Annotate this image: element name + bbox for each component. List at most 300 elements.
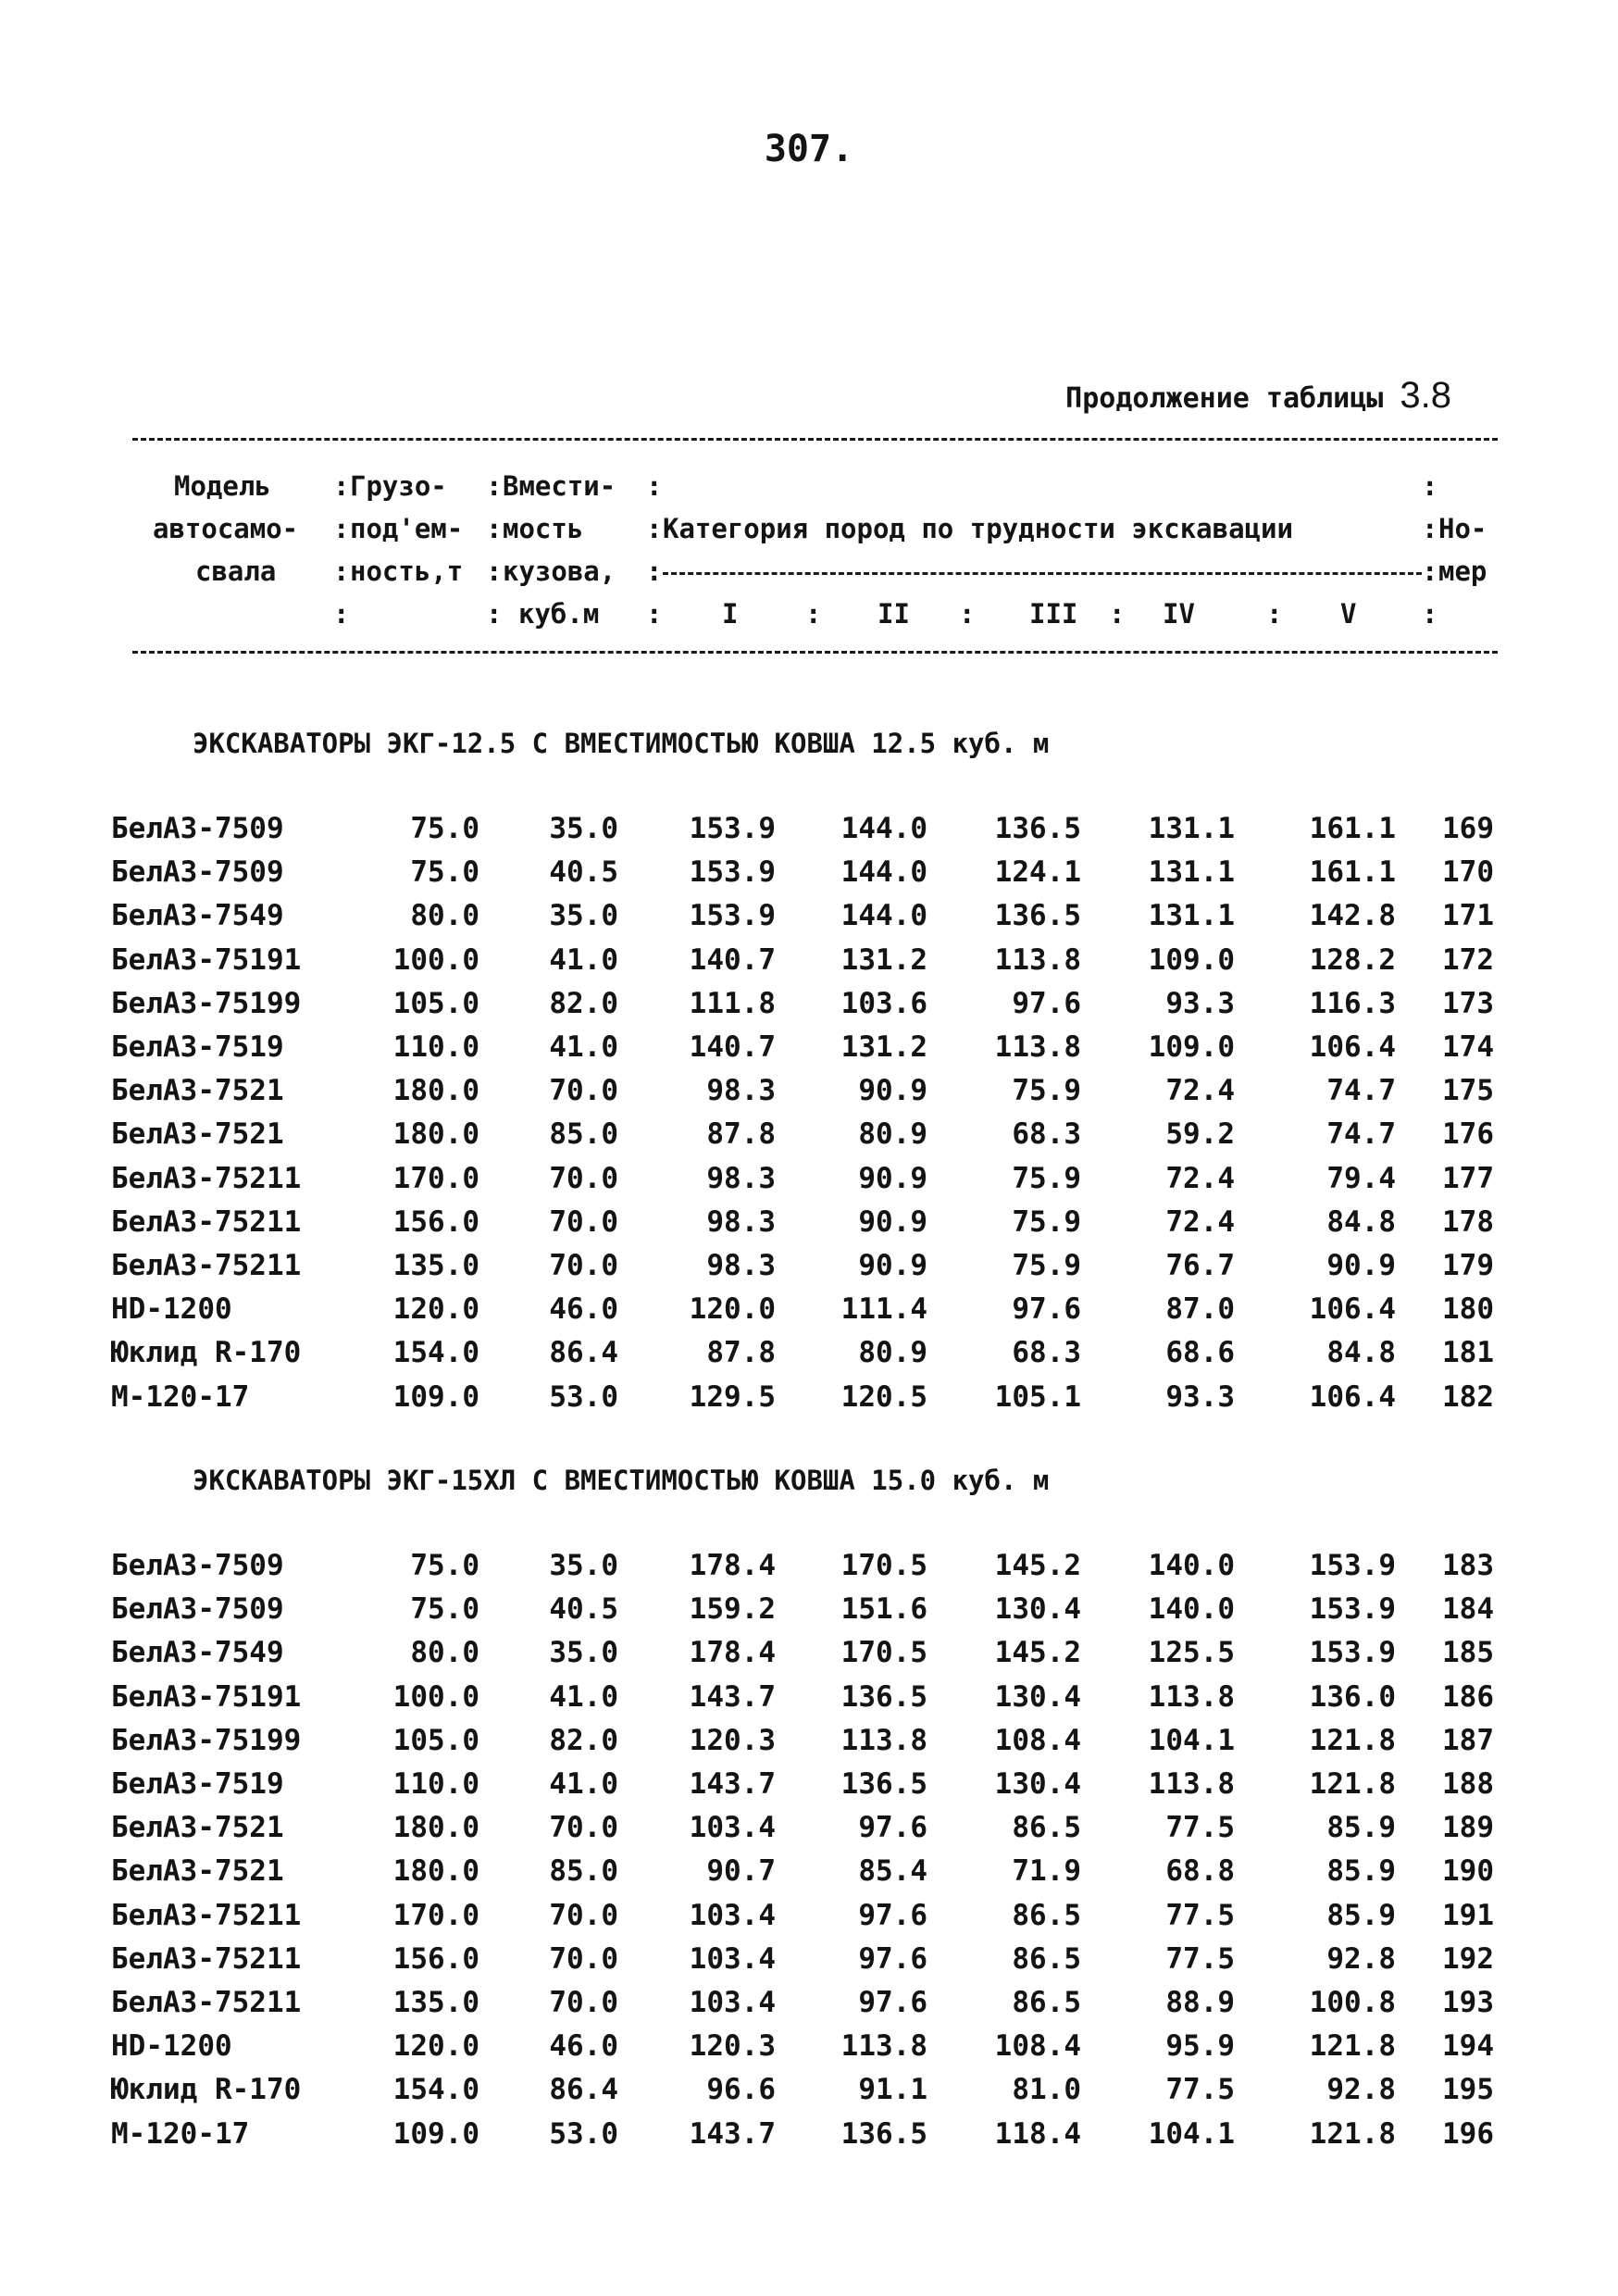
category-ii-cell: 85.4: [858, 1854, 927, 1889]
category-ii-cell: 144.0: [840, 855, 927, 890]
header-separator: :: [486, 555, 503, 587]
volume-cell: 70.0: [549, 1986, 618, 2019]
model-cell: БелАЗ-7509: [111, 812, 284, 845]
capacity-cell: 100.0: [392, 1679, 479, 1714]
category-ii-cell: 90.9: [858, 1074, 927, 1108]
model-cell: БелАЗ-75211: [111, 1986, 302, 2019]
volume-cell: 46.0: [549, 2029, 618, 2064]
model-cell: БелАЗ-7521: [111, 1854, 284, 1889]
category-i-cell: 87.8: [706, 1117, 776, 1152]
capacity-cell: 154.0: [392, 2073, 479, 2107]
table-row: [0, 1069, 1618, 1113]
capacity-cell: 156.0: [392, 1204, 479, 1239]
category-iv-cell: 104.1: [1148, 2116, 1235, 2151]
header-category-iii: III: [1029, 598, 1078, 630]
volume-cell: 41.0: [549, 1679, 618, 1714]
category-iii-cell: 68.3: [1012, 1117, 1081, 1152]
volume-cell: 35.0: [549, 1636, 618, 1670]
model-cell: М-120-17: [111, 2116, 250, 2151]
volume-cell: 35.0: [549, 1549, 618, 1582]
table-row: [0, 1676, 1618, 1719]
table-row: [0, 982, 1618, 1026]
volume-cell: 70.0: [549, 1161, 618, 1195]
category-iii-cell: 136.5: [994, 812, 1081, 845]
category-v-cell: 161.1: [1309, 855, 1396, 890]
category-i-cell: 98.3: [706, 1204, 776, 1239]
model-cell: БелАЗ-7549: [111, 899, 284, 933]
header-model-line-2: автосамо-: [153, 513, 299, 544]
category-ii-cell: 170.5: [840, 1549, 927, 1582]
category-i-cell: 87.8: [706, 1336, 776, 1370]
category-iii-cell: 124.1: [994, 855, 1081, 890]
capacity-cell: 154.0: [392, 1336, 479, 1370]
volume-cell: 86.4: [549, 1336, 618, 1370]
volume-cell: 41.0: [549, 1030, 618, 1064]
category-v-cell: 85.9: [1326, 1811, 1396, 1845]
category-iv-cell: 77.5: [1165, 1898, 1235, 1932]
header-separator: :: [486, 513, 503, 544]
category-v-cell: 121.8: [1309, 2029, 1396, 2064]
category-ii-cell: 80.9: [858, 1117, 927, 1152]
category-v-cell: 128.2: [1309, 942, 1396, 977]
category-iii-cell: 86.5: [1012, 1811, 1081, 1845]
row-number-cell: 176: [1442, 1117, 1494, 1152]
category-iv-cell: 140.0: [1148, 1592, 1235, 1627]
category-ii-cell: 80.9: [858, 1336, 927, 1370]
category-iv-cell: 109.0: [1148, 1030, 1235, 1064]
category-iii-cell: 97.6: [1012, 986, 1081, 1020]
header-separator: :: [1109, 598, 1126, 630]
category-ii-cell: 131.2: [840, 942, 927, 977]
header-top-rule: [132, 438, 1498, 441]
capacity-cell: 180.0: [392, 1854, 479, 1889]
header-category-title: Категория пород по трудности экскавации: [663, 513, 1293, 544]
row-number-cell: 175: [1442, 1074, 1494, 1108]
model-cell: БелАЗ-7521: [111, 1811, 284, 1845]
category-i-cell: 140.7: [689, 942, 776, 977]
category-i-cell: 129.5: [689, 1379, 776, 1414]
table-row: [0, 1201, 1618, 1244]
category-ii-cell: 90.9: [858, 1204, 927, 1239]
row-number-cell: 192: [1442, 1941, 1494, 1976]
category-iii-cell: 113.8: [994, 942, 1081, 977]
header-separator: :: [646, 470, 663, 502]
category-v-cell: 106.4: [1309, 1030, 1396, 1064]
table-row: [0, 1376, 1618, 1419]
row-number-cell: 191: [1442, 1898, 1494, 1932]
capacity-cell: 109.0: [392, 1379, 479, 1414]
capacity-cell: 170.0: [392, 1161, 479, 1195]
category-i-cell: 103.4: [689, 1898, 776, 1932]
capacity-cell: 110.0: [392, 1030, 479, 1064]
section-title: ЭКСКАВАТОРЫ ЭКГ-12.5 С ВМЕСТИМОСТЬЮ КОВША 12.5 куб. м: [193, 728, 1050, 759]
category-ii-cell: 151.6: [840, 1592, 927, 1627]
table-caption: [1065, 375, 1451, 417]
row-number-cell: 181: [1442, 1336, 1494, 1370]
header-model-line-1: Модель: [174, 470, 271, 502]
model-cell: БелАЗ-75211: [111, 1941, 302, 1976]
category-iii-cell: 71.9: [1012, 1854, 1081, 1889]
category-i-cell: 178.4: [689, 1549, 776, 1582]
header-number-line-2: мер: [1438, 555, 1487, 587]
volume-cell: 41.0: [549, 1767, 618, 1801]
category-v-cell: 153.9: [1309, 1636, 1396, 1670]
row-number-cell: 172: [1442, 942, 1494, 977]
category-iv-cell: 113.8: [1148, 1767, 1235, 1801]
category-ii-cell: 144.0: [840, 812, 927, 845]
category-i-cell: 153.9: [689, 812, 776, 845]
model-cell: БелАЗ-7509: [111, 1549, 284, 1582]
row-number-cell: 187: [1442, 1723, 1494, 1757]
category-iii-cell: 86.5: [1012, 1986, 1081, 2019]
row-number-cell: 180: [1442, 1292, 1494, 1327]
model-cell: HD-1200: [111, 1292, 232, 1327]
capacity-cell: 100.0: [392, 942, 479, 977]
category-i-cell: 111.8: [689, 986, 776, 1020]
row-number-cell: 170: [1442, 855, 1494, 890]
model-cell: Юклид R-170: [111, 2073, 302, 2107]
row-number-cell: 186: [1442, 1679, 1494, 1714]
model-cell: БелАЗ-75199: [111, 986, 302, 1020]
table-row: [0, 1938, 1618, 1981]
category-i-cell: 140.7: [689, 1030, 776, 1064]
model-cell: БелАЗ-7509: [111, 855, 284, 890]
model-cell: БелАЗ-75211: [111, 1249, 302, 1282]
table-row: [0, 1544, 1618, 1588]
model-cell: БелАЗ-7519: [111, 1767, 284, 1801]
header-separator: :: [333, 598, 350, 630]
row-number-cell: 183: [1442, 1549, 1494, 1582]
category-iv-cell: 68.8: [1165, 1854, 1235, 1889]
model-cell: БелАЗ-75211: [111, 1898, 302, 1932]
table-caption-number: 3.8: [1400, 375, 1451, 416]
header-volume-line-1: Вмести-: [503, 470, 616, 502]
header-separator: :: [646, 555, 663, 587]
category-iv-cell: 93.3: [1165, 1379, 1235, 1414]
header-capacity-line-2: под'ем-: [350, 513, 464, 544]
category-i-cell: 98.3: [706, 1074, 776, 1108]
table-row: [0, 1850, 1618, 1893]
model-cell: БелАЗ-7519: [111, 1030, 284, 1064]
category-v-cell: 136.0: [1309, 1679, 1396, 1714]
capacity-cell: 80.0: [410, 1636, 479, 1670]
category-ii-cell: 144.0: [840, 899, 927, 933]
model-cell: HD-1200: [111, 2029, 232, 2064]
model-cell: БелАЗ-75191: [111, 942, 302, 977]
category-ii-cell: 113.8: [840, 2029, 927, 2064]
category-ii-cell: 97.6: [858, 1898, 927, 1932]
category-iii-cell: 145.2: [994, 1636, 1081, 1670]
header-separator: :: [333, 555, 350, 587]
section-title: ЭКСКАВАТОРЫ ЭКГ-15ХЛ С ВМЕСТИМОСТЬЮ КОВША 15.0 куб. м: [193, 1465, 1050, 1496]
category-v-cell: 85.9: [1326, 1854, 1396, 1889]
volume-cell: 70.0: [549, 1204, 618, 1239]
category-ii-cell: 97.6: [858, 1941, 927, 1976]
row-number-cell: 173: [1442, 986, 1494, 1020]
header-separator: :: [1266, 598, 1283, 630]
header-capacity-line-1: Грузо-: [350, 470, 447, 502]
table-row: [0, 1588, 1618, 1631]
table-row: [0, 1026, 1618, 1069]
category-v-cell: 79.4: [1326, 1161, 1396, 1195]
category-iii-cell: 97.6: [1012, 1292, 1081, 1327]
table-row: [0, 1113, 1618, 1156]
volume-cell: 86.4: [549, 2073, 618, 2107]
table-row: [0, 1157, 1618, 1201]
table-row: [0, 1894, 1618, 1938]
category-iv-cell: 95.9: [1165, 2029, 1235, 2064]
table-caption-text: Продолжение таблицы: [1065, 382, 1384, 415]
category-iii-cell: 75.9: [1012, 1074, 1081, 1108]
row-number-cell: 194: [1442, 2029, 1494, 2064]
table-row: [0, 1244, 1618, 1288]
capacity-cell: 75.0: [410, 812, 479, 845]
category-i-cell: 120.3: [689, 1723, 776, 1757]
capacity-cell: 109.0: [392, 2116, 479, 2151]
category-i-cell: 159.2: [689, 1592, 776, 1627]
volume-cell: 40.5: [549, 1592, 618, 1627]
volume-cell: 70.0: [549, 1249, 618, 1282]
table-row: [0, 1288, 1618, 1331]
table-row: [0, 851, 1618, 894]
capacity-cell: 120.0: [392, 2029, 479, 2064]
volume-cell: 82.0: [549, 1723, 618, 1757]
row-number-cell: 185: [1442, 1636, 1494, 1670]
volume-cell: 70.0: [549, 1074, 618, 1108]
category-iv-cell: 113.8: [1148, 1679, 1235, 1714]
model-cell: М-120-17: [111, 1379, 250, 1414]
table-row: [0, 1981, 1618, 2025]
category-i-cell: 90.7: [706, 1854, 776, 1889]
header-category-rule: [663, 572, 1422, 575]
category-i-cell: 98.3: [706, 1249, 776, 1282]
category-ii-cell: 97.6: [858, 1986, 927, 2019]
header-separator: :: [1422, 470, 1438, 502]
category-ii-cell: 113.8: [840, 1723, 927, 1757]
category-i-cell: 143.7: [689, 1767, 776, 1801]
category-iii-cell: 118.4: [994, 2116, 1081, 2151]
category-iii-cell: 105.1: [994, 1379, 1081, 1414]
table-row: [0, 1331, 1618, 1375]
model-cell: Юклид R-170: [111, 1336, 302, 1370]
row-number-cell: 188: [1442, 1767, 1494, 1801]
header-volume-line-2: мость: [503, 513, 584, 544]
category-iv-cell: 68.6: [1165, 1336, 1235, 1370]
table-row: [0, 2113, 1618, 2156]
category-v-cell: 121.8: [1309, 1723, 1396, 1757]
capacity-cell: 170.0: [392, 1898, 479, 1932]
category-iv-cell: 77.5: [1165, 1811, 1235, 1845]
volume-cell: 41.0: [549, 942, 618, 977]
category-v-cell: 121.8: [1309, 2116, 1396, 2151]
capacity-cell: 75.0: [410, 1549, 479, 1582]
category-ii-cell: 131.2: [840, 1030, 927, 1064]
category-v-cell: 153.9: [1309, 1592, 1396, 1627]
capacity-cell: 80.0: [410, 899, 479, 933]
capacity-cell: 180.0: [392, 1117, 479, 1152]
category-v-cell: 106.4: [1309, 1379, 1396, 1414]
header-separator: :: [646, 598, 663, 630]
category-iv-cell: 131.1: [1148, 812, 1235, 845]
category-iii-cell: 130.4: [994, 1767, 1081, 1801]
capacity-cell: 75.0: [410, 855, 479, 890]
category-v-cell: 90.9: [1326, 1249, 1396, 1282]
header-separator: :: [1422, 513, 1438, 544]
category-i-cell: 153.9: [689, 855, 776, 890]
row-number-cell: 174: [1442, 1030, 1494, 1064]
model-cell: БелАЗ-75199: [111, 1723, 302, 1757]
category-i-cell: 103.4: [689, 1941, 776, 1976]
table-row: [0, 1763, 1618, 1806]
category-i-cell: 143.7: [689, 1679, 776, 1714]
capacity-cell: 135.0: [392, 1986, 479, 2019]
category-iv-cell: 125.5: [1148, 1636, 1235, 1670]
row-number-cell: 196: [1442, 2116, 1494, 2151]
category-v-cell: 74.7: [1326, 1074, 1396, 1108]
header-separator: :: [959, 598, 976, 630]
category-v-cell: 116.3: [1309, 986, 1396, 1020]
category-iv-cell: 104.1: [1148, 1723, 1235, 1757]
header-number-line-1: Но-: [1438, 513, 1487, 544]
header-separator: :: [805, 598, 822, 630]
category-v-cell: 85.9: [1326, 1898, 1396, 1932]
category-iii-cell: 86.5: [1012, 1898, 1081, 1932]
header-separator: :: [333, 470, 350, 502]
category-i-cell: 178.4: [689, 1636, 776, 1670]
category-v-cell: 142.8: [1309, 899, 1396, 933]
table-row: [0, 939, 1618, 982]
volume-cell: 70.0: [549, 1941, 618, 1976]
category-iv-cell: 59.2: [1165, 1117, 1235, 1152]
category-v-cell: 84.8: [1326, 1336, 1396, 1370]
row-number-cell: 169: [1442, 812, 1494, 845]
row-number-cell: 195: [1442, 2073, 1494, 2107]
category-iii-cell: 75.9: [1012, 1204, 1081, 1239]
category-i-cell: 120.3: [689, 2029, 776, 2064]
row-number-cell: 171: [1442, 899, 1494, 933]
row-number-cell: 179: [1442, 1249, 1494, 1282]
volume-cell: 85.0: [549, 1854, 618, 1889]
category-iii-cell: 130.4: [994, 1679, 1081, 1714]
category-i-cell: 98.3: [706, 1161, 776, 1195]
header-category-i: I: [722, 598, 739, 630]
row-number-cell: 190: [1442, 1854, 1494, 1889]
header-separator: :: [486, 470, 503, 502]
row-number-cell: 193: [1442, 1986, 1494, 2019]
category-ii-cell: 103.6: [840, 986, 927, 1020]
row-number-cell: 184: [1442, 1592, 1494, 1627]
model-cell: БелАЗ-7521: [111, 1074, 284, 1108]
header-volume-line-4: куб.м: [518, 598, 600, 630]
category-iv-cell: 131.1: [1148, 899, 1235, 933]
category-v-cell: 121.8: [1309, 1767, 1396, 1801]
category-iv-cell: 88.9: [1165, 1986, 1235, 2019]
model-cell: БелАЗ-7509: [111, 1592, 284, 1627]
category-iv-cell: 140.0: [1148, 1549, 1235, 1582]
category-i-cell: 153.9: [689, 899, 776, 933]
category-iii-cell: 108.4: [994, 1723, 1081, 1757]
capacity-cell: 75.0: [410, 1592, 479, 1627]
category-i-cell: 96.6: [706, 2073, 776, 2107]
volume-cell: 35.0: [549, 899, 618, 933]
header-bottom-rule: [132, 651, 1498, 654]
category-iv-cell: 72.4: [1165, 1204, 1235, 1239]
header-model-line-3: свала: [195, 555, 277, 587]
table-row: [0, 2025, 1618, 2068]
header-volume-line-3: кузова,: [503, 555, 616, 587]
table-row: [0, 807, 1618, 851]
category-iv-cell: 109.0: [1148, 942, 1235, 977]
category-v-cell: 161.1: [1309, 812, 1396, 845]
category-ii-cell: 136.5: [840, 1679, 927, 1714]
volume-cell: 35.0: [549, 812, 618, 845]
category-v-cell: 74.7: [1326, 1117, 1396, 1152]
table-row: [0, 1719, 1618, 1763]
model-cell: БелАЗ-7549: [111, 1636, 284, 1670]
category-iv-cell: 93.3: [1165, 986, 1235, 1020]
category-i-cell: 103.4: [689, 1811, 776, 1845]
row-number-cell: 182: [1442, 1379, 1494, 1414]
header-separator: :: [1422, 555, 1438, 587]
category-iv-cell: 77.5: [1165, 1941, 1235, 1976]
category-iv-cell: 131.1: [1148, 855, 1235, 890]
category-v-cell: 84.8: [1326, 1204, 1396, 1239]
category-v-cell: 92.8: [1326, 1941, 1396, 1976]
row-number-cell: 177: [1442, 1161, 1494, 1195]
capacity-cell: 180.0: [392, 1811, 479, 1845]
category-iii-cell: 136.5: [994, 899, 1081, 933]
header-category-v: V: [1340, 598, 1357, 630]
category-iv-cell: 72.4: [1165, 1074, 1235, 1108]
category-ii-cell: 136.5: [840, 2116, 927, 2151]
model-cell: БелАЗ-75211: [111, 1204, 302, 1239]
header-separator: :: [333, 513, 350, 544]
volume-cell: 46.0: [549, 1292, 618, 1327]
row-number-cell: 178: [1442, 1204, 1494, 1239]
header-separator: :: [486, 598, 503, 630]
header-capacity-line-3: ность,т: [350, 555, 464, 587]
category-iv-cell: 87.0: [1165, 1292, 1235, 1327]
model-cell: БелАЗ-75211: [111, 1161, 302, 1195]
category-ii-cell: 170.5: [840, 1636, 927, 1670]
header-separator: :: [646, 513, 663, 544]
category-ii-cell: 120.5: [840, 1379, 927, 1414]
category-v-cell: 92.8: [1326, 2073, 1396, 2107]
table-row: [0, 2068, 1618, 2112]
model-cell: БелАЗ-7521: [111, 1117, 284, 1152]
category-i-cell: 103.4: [689, 1986, 776, 2019]
category-iii-cell: 75.9: [1012, 1249, 1081, 1282]
header-category-iv: IV: [1163, 598, 1195, 630]
capacity-cell: 156.0: [392, 1941, 479, 1976]
header-category-ii: II: [877, 598, 910, 630]
category-ii-cell: 111.4: [840, 1292, 927, 1327]
capacity-cell: 120.0: [392, 1292, 479, 1327]
table-row: [0, 1806, 1618, 1850]
category-iii-cell: 113.8: [994, 1030, 1081, 1064]
capacity-cell: 105.0: [392, 986, 479, 1020]
category-v-cell: 100.8: [1309, 1986, 1396, 2019]
volume-cell: 70.0: [549, 1811, 618, 1845]
row-number-cell: 189: [1442, 1811, 1494, 1845]
table-row: [0, 1631, 1618, 1675]
category-iii-cell: 81.0: [1012, 2073, 1081, 2107]
category-iv-cell: 76.7: [1165, 1249, 1235, 1282]
category-iii-cell: 108.4: [994, 2029, 1081, 2064]
model-cell: БелАЗ-75191: [111, 1679, 302, 1714]
category-iv-cell: 72.4: [1165, 1161, 1235, 1195]
category-iii-cell: 86.5: [1012, 1941, 1081, 1976]
